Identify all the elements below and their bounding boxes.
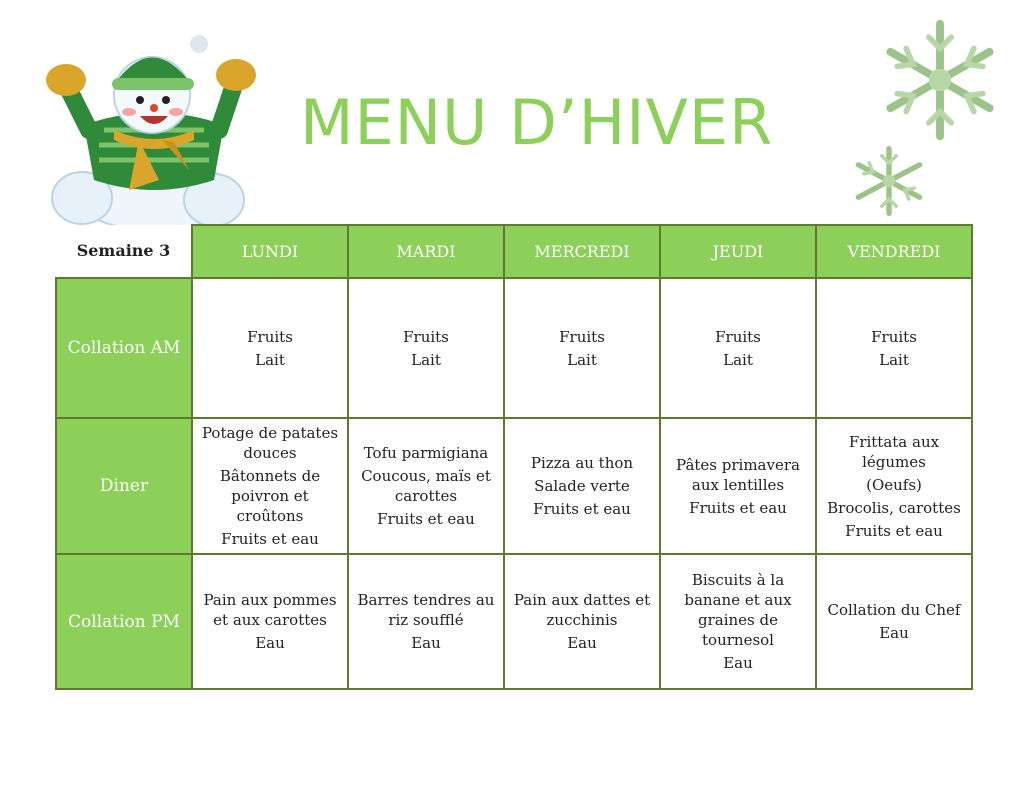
menu-cell	[504, 554, 660, 689]
menu-item: Pizza au thon	[530, 454, 634, 472]
header-row	[56, 225, 972, 278]
menu-item: Fruits et eau	[689, 498, 787, 517]
menu-item: Collation du Chef	[827, 601, 961, 619]
row-label: Collation AM	[56, 278, 192, 418]
table-row	[56, 418, 972, 554]
snowflake-icon	[842, 145, 936, 217]
menu-item: Fruits	[247, 327, 293, 346]
table-row	[56, 278, 972, 418]
week-label: Semaine 3	[56, 225, 192, 278]
menu-item: Brocolis, carottes	[827, 498, 961, 517]
menu-item: Fruits et eau	[221, 530, 319, 548]
menu-item: Pain aux pommes et aux carottes	[203, 591, 337, 629]
menu-item: Coucous, maïs et carottes	[361, 467, 491, 505]
menu-item: Eau	[879, 624, 909, 642]
menu-item: Lait	[723, 350, 753, 369]
menu-item: Pain aux dattes et zucchinis	[513, 591, 651, 629]
menu-cell	[348, 418, 504, 554]
menu-item: Fruits	[715, 327, 761, 346]
day-header: VENDREDI	[816, 225, 972, 278]
menu-item: Fruits et eau	[533, 500, 631, 518]
menu-cell	[660, 418, 816, 554]
menu-cell	[192, 418, 348, 554]
menu-item: Eau	[411, 634, 441, 652]
day-header: MERCREDI	[504, 225, 660, 278]
menu-item: Fruits	[559, 327, 605, 346]
row-label: Collation PM	[56, 554, 192, 689]
menu-item: Lait	[411, 350, 441, 369]
menu-item: Bâtonnets de poivron et croûtons	[219, 467, 321, 525]
menu-cell	[816, 418, 972, 554]
snowflake-icon	[872, 18, 1008, 142]
row-label: Diner	[56, 418, 192, 554]
menu-item: Pâtes primavera aux lentilles	[676, 455, 800, 494]
menu-cell	[504, 418, 660, 554]
menu-item: Lait	[879, 350, 909, 369]
menu-item: Potage de patates douces	[201, 424, 339, 462]
menu-cell	[816, 278, 972, 418]
day-header: MARDI	[348, 225, 504, 278]
menu-cell	[660, 278, 816, 418]
menu-cell	[348, 554, 504, 689]
menu-cell	[660, 554, 816, 689]
menu-item: Eau	[255, 634, 285, 652]
menu-item: Fruits	[403, 327, 449, 346]
menu-item: Fruits	[871, 327, 917, 346]
menu-item: Eau	[723, 654, 753, 672]
page-title: MENU D’HIVER	[300, 86, 774, 159]
menu-item: Lait	[567, 350, 597, 369]
table-row	[56, 554, 972, 689]
menu-item: Salade verte	[534, 477, 630, 495]
menu-cell	[348, 278, 504, 418]
menu-table	[55, 224, 973, 690]
menu-cell	[192, 278, 348, 418]
menu-item: (Oeufs)	[866, 475, 922, 494]
menu-cell	[816, 554, 972, 689]
menu-item: Biscuits à la banane et aux graines de tournesol	[684, 571, 792, 649]
day-header: JEUDI	[660, 225, 816, 278]
menu-item: Tofu parmigiana	[363, 444, 489, 462]
menu-cell	[192, 554, 348, 689]
menu-item: Fruits et eau	[845, 521, 943, 540]
menu-item: Barres tendres au riz soufflé	[357, 591, 495, 629]
snowman-illustration	[44, 30, 260, 234]
day-header: LUNDI	[192, 225, 348, 278]
menu-item: Fruits et eau	[377, 510, 475, 528]
menu-item: Lait	[255, 350, 285, 369]
menu-item: Eau	[567, 634, 597, 652]
menu-item: Frittata aux légumes	[848, 432, 940, 471]
menu-cell	[504, 278, 660, 418]
